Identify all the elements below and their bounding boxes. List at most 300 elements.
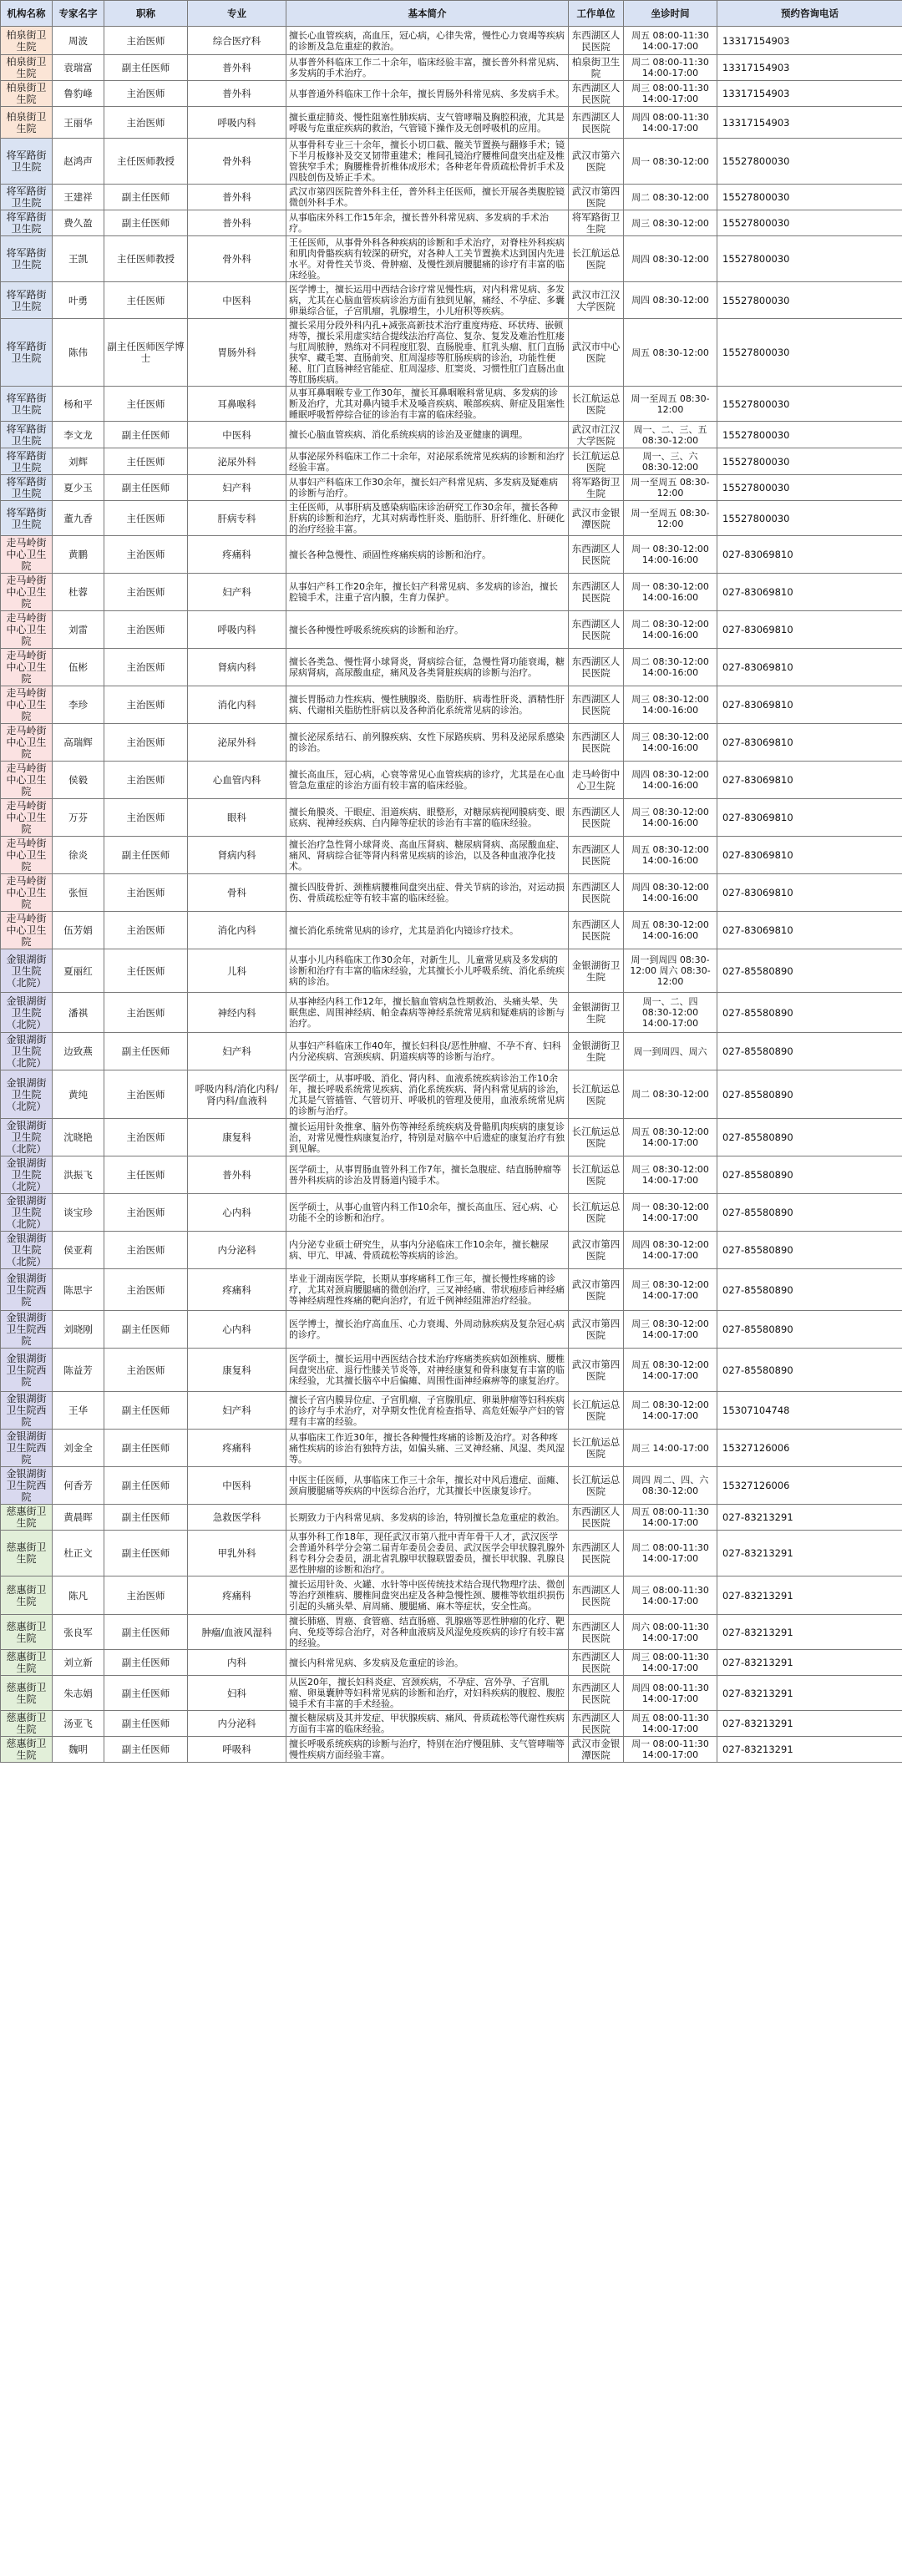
name-cell: 赵鸿声 bbox=[53, 139, 104, 185]
title-cell: 主任医师 bbox=[104, 1156, 188, 1194]
org-cell: 金银湖街卫生院（北院） bbox=[1, 1194, 53, 1232]
table-row bbox=[1, 649, 902, 686]
table-row bbox=[1, 574, 902, 611]
title-cell: 主治医师 bbox=[104, 874, 188, 912]
org-cell: 金银湖街卫生院西院 bbox=[1, 1311, 53, 1349]
specialty-cell: 骨外科 bbox=[188, 139, 286, 185]
table-row bbox=[1, 107, 902, 139]
specialty-cell: 普外科 bbox=[188, 210, 286, 236]
specialty-cell: 呼吸内科 bbox=[188, 107, 286, 139]
title-cell: 副主任医师 bbox=[104, 1392, 188, 1430]
intro-cell: 王任医师，从事骨外科各种疾病的诊断和手术治疗，对脊柱外科疾病和肌肉骨骼疾病有较深的研究，对各种人工关节置换术达到国内先进水平。对骨性关节炎、骨肿瘤、及慢性颈肩腰腿痛的诊疗有丰富的临床经验。 bbox=[286, 236, 569, 282]
name-cell: 费久盈 bbox=[53, 210, 104, 236]
time-cell: 周四 08:30-12:00 14:00-17:00 bbox=[624, 1232, 717, 1269]
name-cell: 黄晨晖 bbox=[53, 1505, 104, 1531]
phone-cell: 15527800030 bbox=[717, 448, 902, 475]
time-cell: 周三 08:30-12:00 14:00-16:00 bbox=[624, 724, 717, 762]
title-cell: 副主任医师 bbox=[104, 1430, 188, 1467]
unit-cell: 武汉市中心医院 bbox=[569, 319, 624, 387]
phone-cell: 027-83069810 bbox=[717, 574, 902, 611]
table-row bbox=[1, 1576, 902, 1615]
phone-cell: 15527800030 bbox=[717, 475, 902, 501]
unit-cell: 东西湖区人民医院 bbox=[569, 837, 624, 874]
intro-cell: 中医主任医师，从事临床工作三十余年，擅长对中风后遗症、面瘫、颈肩腰腿痛等疾病的中医综合治疗，尤其擅长中医康复诊疗。 bbox=[286, 1467, 569, 1505]
name-cell: 杨和平 bbox=[53, 387, 104, 422]
name-cell: 伍芳娟 bbox=[53, 912, 104, 949]
title-cell: 主任医师 bbox=[104, 282, 188, 319]
phone-cell: 027-83069810 bbox=[717, 649, 902, 686]
org-cell: 走马岭街中心卫生院 bbox=[1, 837, 53, 874]
intro-cell: 主任医师，从事肝病及感染病临床诊治研究工作30余年，擅长各种肝病的诊断和治疗，尤其对病毒性肝炎、脂肪肝、肝纤维化、肝硬化的治疗经验丰富。 bbox=[286, 501, 569, 536]
intro-cell: 医学博士，擅长治疗高血压、心力衰竭、外周动脉疾病及复杂冠心病的诊疗。 bbox=[286, 1311, 569, 1349]
org-cell: 慈惠街卫生院 bbox=[1, 1615, 53, 1650]
name-cell: 洪振飞 bbox=[53, 1156, 104, 1194]
intro-cell: 擅长四肢骨折、颈椎病腰椎间盘突出症、骨关节病的诊治，对运动损伤、骨质疏松症等有较丰富的临床经验。 bbox=[286, 874, 569, 912]
name-cell: 陈思宇 bbox=[53, 1269, 104, 1311]
intro-cell: 擅长心血管疾病，高血压，冠心病，心律失常，慢性心力衰竭等疾病的诊断及急危重症的救治。 bbox=[286, 27, 569, 55]
org-cell: 金银湖街卫生院西院 bbox=[1, 1349, 53, 1392]
intro-cell: 从事普通外科临床工作十余年，擅长胃肠外科常见病、多发病手术。 bbox=[286, 81, 569, 107]
name-cell: 王建祥 bbox=[53, 185, 104, 210]
table-row bbox=[1, 1269, 902, 1311]
specialty-cell: 内科 bbox=[188, 1650, 286, 1676]
name-cell: 袁瑞富 bbox=[53, 55, 104, 81]
time-cell: 周五 08:00-11:30 14:00-17:00 bbox=[624, 1505, 717, 1531]
phone-cell: 027-85580890 bbox=[717, 949, 902, 993]
org-cell: 慈惠街卫生院 bbox=[1, 1505, 53, 1531]
time-cell: 周一 08:30-12:00 bbox=[624, 139, 717, 185]
title-cell: 主任医师教授 bbox=[104, 236, 188, 282]
intro-cell: 内分泌专业硕士研究生，从事内分泌临床工作10余年，擅长糖尿病、甲亢、甲减、骨质疏松等疾病的诊治。 bbox=[286, 1232, 569, 1269]
table-row bbox=[1, 1119, 902, 1156]
unit-cell: 武汉市金银潭医院 bbox=[569, 501, 624, 536]
time-cell: 周三 08:30-12:00 14:00-17:00 bbox=[624, 1156, 717, 1194]
table-row bbox=[1, 611, 902, 649]
time-cell: 周一 08:30-12:00 14:00-16:00 bbox=[624, 536, 717, 574]
header-phone: 预约咨询电话 bbox=[717, 1, 902, 27]
time-cell: 周五 08:30-12:00 14:00-16:00 bbox=[624, 837, 717, 874]
title-cell: 副主任医师 bbox=[104, 1505, 188, 1531]
org-cell: 将军路街卫生院 bbox=[1, 319, 53, 387]
name-cell: 刘立新 bbox=[53, 1650, 104, 1676]
specialty-cell: 内分泌科 bbox=[188, 1711, 286, 1737]
specialty-cell: 中医科 bbox=[188, 422, 286, 448]
name-cell: 陈凡 bbox=[53, 1576, 104, 1615]
specialty-cell: 妇科 bbox=[188, 1676, 286, 1711]
specialty-cell: 骨科 bbox=[188, 874, 286, 912]
org-cell: 慈惠街卫生院 bbox=[1, 1650, 53, 1676]
specialty-cell: 眼科 bbox=[188, 799, 286, 837]
unit-cell: 武汉市第四医院 bbox=[569, 1349, 624, 1392]
unit-cell: 东西湖区人民医院 bbox=[569, 611, 624, 649]
title-cell: 主治医师 bbox=[104, 27, 188, 55]
intro-cell: 从事外科工作18年，现任武汉市第八批中青年骨干人才，武汉医学会普通外科学分会第二届青年委员会委员、武汉医学会甲状腺乳腺外科专科分会委员，湖北省乳腺甲状腺联盟委员，擅长甲状腺、乳腺良恶性肿瘤的诊断和治疗。 bbox=[286, 1531, 569, 1576]
time-cell: 周三 08:00-11:30 14:00-17:00 bbox=[624, 1650, 717, 1676]
title-cell: 主治医师 bbox=[104, 686, 188, 724]
header-title: 职称 bbox=[104, 1, 188, 27]
time-cell: 周五 08:00-11:30 14:00-17:00 bbox=[624, 1711, 717, 1737]
title-cell: 主治医师 bbox=[104, 993, 188, 1033]
specialty-cell: 疼痛科 bbox=[188, 1576, 286, 1615]
table-row bbox=[1, 1650, 902, 1676]
org-cell: 将军路街卫生院 bbox=[1, 475, 53, 501]
name-cell: 潘祺 bbox=[53, 993, 104, 1033]
unit-cell: 长江航运总医院 bbox=[569, 448, 624, 475]
name-cell: 刘晓刚 bbox=[53, 1311, 104, 1349]
table-row bbox=[1, 139, 902, 185]
specialty-cell: 妇产科 bbox=[188, 475, 286, 501]
time-cell: 周六 08:00-11:30 14:00-17:00 bbox=[624, 1615, 717, 1650]
unit-cell: 东西湖区人民医院 bbox=[569, 536, 624, 574]
unit-cell: 东西湖区人民医院 bbox=[569, 649, 624, 686]
name-cell: 杜正文 bbox=[53, 1531, 104, 1576]
org-cell: 金银湖街卫生院西院 bbox=[1, 1467, 53, 1505]
phone-cell: 027-85580890 bbox=[717, 1119, 902, 1156]
unit-cell: 武汉市第六医院 bbox=[569, 139, 624, 185]
table-row bbox=[1, 1467, 902, 1505]
unit-cell: 东西湖区人民医院 bbox=[569, 799, 624, 837]
title-cell: 副主任医师医学博士 bbox=[104, 319, 188, 387]
phone-cell: 15527800030 bbox=[717, 282, 902, 319]
unit-cell: 东西湖区人民医院 bbox=[569, 107, 624, 139]
title-cell: 主治医师 bbox=[104, 81, 188, 107]
specialty-cell: 疼痛科 bbox=[188, 1269, 286, 1311]
unit-cell: 长江航运总医院 bbox=[569, 1119, 624, 1156]
title-cell: 主治医师 bbox=[104, 1349, 188, 1392]
time-cell: 周一、二、四 08:30-12:00 14:00-17:00 bbox=[624, 993, 717, 1033]
phone-cell: 027-83069810 bbox=[717, 837, 902, 874]
name-cell: 黄鹏 bbox=[53, 536, 104, 574]
name-cell: 夏少玉 bbox=[53, 475, 104, 501]
org-cell: 走马岭街中心卫生院 bbox=[1, 874, 53, 912]
table-row bbox=[1, 1070, 902, 1119]
intro-cell: 武汉市第四医院普外科主任，普外科主任医师，擅长开展各类腹腔镜微创外科手术。 bbox=[286, 185, 569, 210]
title-cell: 副主任医师 bbox=[104, 1311, 188, 1349]
name-cell: 董九香 bbox=[53, 501, 104, 536]
phone-cell: 027-83069810 bbox=[717, 874, 902, 912]
title-cell: 主治医师 bbox=[104, 1232, 188, 1269]
phone-cell: 13317154903 bbox=[717, 55, 902, 81]
name-cell: 周波 bbox=[53, 27, 104, 55]
unit-cell: 东西湖区人民医院 bbox=[569, 1676, 624, 1711]
org-cell: 走马岭街中心卫生院 bbox=[1, 574, 53, 611]
title-cell: 副主任医师 bbox=[104, 475, 188, 501]
name-cell: 鲁豹峰 bbox=[53, 81, 104, 107]
specialty-cell: 妇产科 bbox=[188, 1392, 286, 1430]
phone-cell: 027-83069810 bbox=[717, 912, 902, 949]
org-cell: 走马岭街中心卫生院 bbox=[1, 649, 53, 686]
intro-cell: 擅长重症肺炎、慢性阻塞性肺疾病、支气管哮喘及胸腔积液，尤其是呼吸与危重症疾病的救治，气管镜下操作及无创呼吸机的应用。 bbox=[286, 107, 569, 139]
specialty-cell: 妇产科 bbox=[188, 1033, 286, 1070]
phone-cell: 15527800030 bbox=[717, 185, 902, 210]
specialty-cell: 呼吸科 bbox=[188, 1737, 286, 1763]
phone-cell: 027-85580890 bbox=[717, 1194, 902, 1232]
time-cell: 周二 08:30-12:00 14:00-16:00 bbox=[624, 649, 717, 686]
unit-cell: 东西湖区人民医院 bbox=[569, 1711, 624, 1737]
table-row bbox=[1, 236, 902, 282]
org-cell: 走马岭街中心卫生院 bbox=[1, 536, 53, 574]
unit-cell: 将军路街卫生院 bbox=[569, 210, 624, 236]
phone-cell: 15327126006 bbox=[717, 1467, 902, 1505]
table-row bbox=[1, 1311, 902, 1349]
name-cell: 陈益芳 bbox=[53, 1349, 104, 1392]
name-cell: 沈晓艳 bbox=[53, 1119, 104, 1156]
title-cell: 主治医师 bbox=[104, 1269, 188, 1311]
table-row bbox=[1, 1615, 902, 1650]
table-row bbox=[1, 837, 902, 874]
org-cell: 走马岭街中心卫生院 bbox=[1, 799, 53, 837]
phone-cell: 13317154903 bbox=[717, 107, 902, 139]
org-cell: 慈惠街卫生院 bbox=[1, 1676, 53, 1711]
intro-cell: 从事耳鼻咽喉专业工作30年，擅长耳鼻咽喉科常见病、多发病的诊断及治疗，尤其对鼻内镜手术及嗓音疾病、喉部疾病、鼾症及阻塞性睡眠呼吸暂停综合征的诊治有丰富的临床经验。 bbox=[286, 387, 569, 422]
phone-cell: 027-83213291 bbox=[717, 1505, 902, 1531]
org-cell: 金银湖街卫生院（北院） bbox=[1, 1232, 53, 1269]
org-cell: 将军路街卫生院 bbox=[1, 422, 53, 448]
specialty-cell: 消化内科 bbox=[188, 912, 286, 949]
table-row bbox=[1, 1392, 902, 1430]
time-cell: 周二 08:30-12:00 bbox=[624, 185, 717, 210]
unit-cell: 武汉市江汉大学医院 bbox=[569, 422, 624, 448]
name-cell: 黄纯 bbox=[53, 1070, 104, 1119]
unit-cell: 东西湖区人民医院 bbox=[569, 1615, 624, 1650]
unit-cell: 东西湖区人民医院 bbox=[569, 1576, 624, 1615]
specialty-cell: 呼吸内科 bbox=[188, 611, 286, 649]
specialty-cell: 综合医疗科 bbox=[188, 27, 286, 55]
phone-cell: 027-83069810 bbox=[717, 536, 902, 574]
title-cell: 主任医师 bbox=[104, 501, 188, 536]
name-cell: 伍彬 bbox=[53, 649, 104, 686]
header-specialty: 专业 bbox=[188, 1, 286, 27]
specialty-cell: 心内科 bbox=[188, 1311, 286, 1349]
table-row bbox=[1, 1531, 902, 1576]
table-row bbox=[1, 282, 902, 319]
time-cell: 周三 08:30-12:00 14:00-17:00 bbox=[624, 1269, 717, 1311]
specialty-cell: 疼痛科 bbox=[188, 1430, 286, 1467]
name-cell: 何香芳 bbox=[53, 1467, 104, 1505]
specialty-cell: 疼痛科 bbox=[188, 536, 286, 574]
time-cell: 周四 08:30-12:00 14:00-16:00 bbox=[624, 874, 717, 912]
intro-cell: 从事临床工作近30年，擅长各种慢性疼痛的诊断及治疗。对各种疼痛性疾病的诊治有独特方法，如偏头痛、三叉神经痛、风湿、类风湿等。 bbox=[286, 1430, 569, 1467]
title-cell: 副主任医师 bbox=[104, 210, 188, 236]
table-row bbox=[1, 686, 902, 724]
specialty-cell: 心血管内科 bbox=[188, 762, 286, 799]
name-cell: 夏丽红 bbox=[53, 949, 104, 993]
table-row bbox=[1, 1737, 902, 1763]
title-cell: 副主任医师 bbox=[104, 1737, 188, 1763]
name-cell: 陈伟 bbox=[53, 319, 104, 387]
intro-cell: 擅长泌尿系结石、前列腺疾病、女性下尿路疾病、男科及泌尿系感染的诊治。 bbox=[286, 724, 569, 762]
intro-cell: 医学硕士，从事胃肠血管外科工作7年，擅长急腹症、结直肠肿瘤等普外科疾病的诊治及胃肠道内镜手术。 bbox=[286, 1156, 569, 1194]
intro-cell: 从事小儿内科临床工作30余年，对新生儿、儿童常见病及多发病的诊断和治疗有丰富的临床经验，尤其擅长小儿呼吸系统、消化系统疾病的诊治。 bbox=[286, 949, 569, 993]
unit-cell: 长江航运总医院 bbox=[569, 1156, 624, 1194]
table-row bbox=[1, 27, 902, 55]
time-cell: 周四 08:00-11:30 14:00-17:00 bbox=[624, 107, 717, 139]
time-cell: 周四 08:30-12:00 bbox=[624, 236, 717, 282]
specialty-cell: 肝病专科 bbox=[188, 501, 286, 536]
intro-cell: 从事临床外科工作15年余，擅长普外科常见病、多发病的手术治疗。 bbox=[286, 210, 569, 236]
phone-cell: 027-85580890 bbox=[717, 1156, 902, 1194]
specialty-cell: 中医科 bbox=[188, 1467, 286, 1505]
table-row bbox=[1, 475, 902, 501]
time-cell: 周一到周四、周六 bbox=[624, 1033, 717, 1070]
org-cell: 金银湖街卫生院（北院） bbox=[1, 1033, 53, 1070]
intro-cell: 从医20年，擅长妇科炎症、宫颈疾病，不孕症、宫外孕、子宫肌瘤、卵巢囊肿等妇科常见病的诊断和治疗，对妇科疾病的腹腔、腹腔镜手术有丰富的手术经验。 bbox=[286, 1676, 569, 1711]
name-cell: 刘金全 bbox=[53, 1430, 104, 1467]
specialty-cell: 肾病内科 bbox=[188, 837, 286, 874]
unit-cell: 武汉市第四医院 bbox=[569, 185, 624, 210]
intro-cell: 医学硕士，从事心血管内科工作10余年，擅长高血压、冠心病、心功能不全的诊断和治疗。 bbox=[286, 1194, 569, 1232]
name-cell: 李珍 bbox=[53, 686, 104, 724]
title-cell: 主治医师 bbox=[104, 107, 188, 139]
title-cell: 副主任医师 bbox=[104, 837, 188, 874]
time-cell: 周三 08:00-11:30 14:00-17:00 bbox=[624, 81, 717, 107]
intro-cell: 从事骨科专业三十余年，擅长小切口截、髋关节置换与翻修手术；镜下半月板修补及交叉韧带重建术；椎间孔镜治疗腰椎间盘突出症及椎管狭窄手术；胸腰椎骨折椎体成形术；各种老年骨质疏松骨折手术及四肢创伤及矫正手术。 bbox=[286, 139, 569, 185]
specialty-cell: 呼吸内科/消化内科/肾内科/血液科 bbox=[188, 1070, 286, 1119]
time-cell: 周一 08:30-12:00 14:00-16:00 bbox=[624, 574, 717, 611]
intro-cell: 擅长子宫内膜异位症、子宫肌瘤、子宫腺肌症、卵巢肿瘤等妇科疾病的诊疗与手术治疗，对孕期女性优育检查指导、高危妊娠孕产妇的管理有丰富的经验。 bbox=[286, 1392, 569, 1430]
name-cell: 侯毅 bbox=[53, 762, 104, 799]
phone-cell: 027-83213291 bbox=[717, 1576, 902, 1615]
unit-cell: 金银湖街卫生院 bbox=[569, 949, 624, 993]
phone-cell: 027-85580890 bbox=[717, 1232, 902, 1269]
time-cell: 周三 08:30-12:00 14:00-16:00 bbox=[624, 799, 717, 837]
title-cell: 主任医师 bbox=[104, 387, 188, 422]
table-row bbox=[1, 81, 902, 107]
unit-cell: 东西湖区人民医院 bbox=[569, 724, 624, 762]
phone-cell: 027-83213291 bbox=[717, 1531, 902, 1576]
phone-cell: 15527800030 bbox=[717, 210, 902, 236]
time-cell: 周二 08:00-11:30 14:00-17:00 bbox=[624, 1531, 717, 1576]
time-cell: 周四 08:30-12:00 14:00-16:00 bbox=[624, 762, 717, 799]
unit-cell: 长江航运总医院 bbox=[569, 387, 624, 422]
table-row bbox=[1, 536, 902, 574]
org-cell: 金银湖街卫生院（北院） bbox=[1, 1119, 53, 1156]
phone-cell: 027-85580890 bbox=[717, 1033, 902, 1070]
intro-cell: 从事泌尿外科临床工作二十余年，对泌尿系统常见疾病的诊断和治疗经验丰富。 bbox=[286, 448, 569, 475]
intro-cell: 医学硕士，擅长运用中西医结合技术治疗疼痛类疾病如颈椎病、腰椎间盘突出症、退行性膝关节炎等，对神经康复和骨科康复有丰富的临床经验，尤其擅长脑卒中后偏瘫、周围性面神经麻痹等的康复治疗。 bbox=[286, 1349, 569, 1392]
name-cell: 朱志娟 bbox=[53, 1676, 104, 1711]
name-cell: 杜蓉 bbox=[53, 574, 104, 611]
specialty-cell: 心内科 bbox=[188, 1194, 286, 1232]
phone-cell: 027-83069810 bbox=[717, 611, 902, 649]
title-cell: 副主任医师 bbox=[104, 1650, 188, 1676]
table-row bbox=[1, 422, 902, 448]
phone-cell: 027-83069810 bbox=[717, 799, 902, 837]
unit-cell: 东西湖区人民医院 bbox=[569, 1531, 624, 1576]
specialty-cell: 泌尿外科 bbox=[188, 724, 286, 762]
org-cell: 将军路街卫生院 bbox=[1, 448, 53, 475]
table-row bbox=[1, 185, 902, 210]
title-cell: 副主任医师 bbox=[104, 422, 188, 448]
intro-cell: 从事妇产科临床工作40年，擅长妇科良/恶性肿瘤、不孕不育、妇科内分泌疾病、宫颈疾病、阴道疾病等的诊断与治疗。 bbox=[286, 1033, 569, 1070]
title-cell: 主治医师 bbox=[104, 1194, 188, 1232]
header-unit: 工作单位 bbox=[569, 1, 624, 27]
time-cell: 周一、二、三、五 08:30-12:00 bbox=[624, 422, 717, 448]
time-cell: 周三 08:00-11:30 14:00-17:00 bbox=[624, 1576, 717, 1615]
name-cell: 侯亚莉 bbox=[53, 1232, 104, 1269]
name-cell: 张良军 bbox=[53, 1615, 104, 1650]
unit-cell: 东西湖区人民医院 bbox=[569, 912, 624, 949]
phone-cell: 027-83213291 bbox=[717, 1676, 902, 1711]
name-cell: 王华 bbox=[53, 1392, 104, 1430]
intro-cell: 擅长运用针灸推拿、脑外伤等神经系统疾病及骨骼肌肉疾病的康复诊治，对常见慢性病康复治疗，特别是对脑卒中后遗症的康复治疗有独到见解。 bbox=[286, 1119, 569, 1156]
title-cell: 主治医师 bbox=[104, 1576, 188, 1615]
header-intro: 基本简介 bbox=[286, 1, 569, 27]
title-cell: 副主任医师 bbox=[104, 1531, 188, 1576]
intro-cell: 从事妇产科工作20余年，擅长妇产科常见病、多发病的诊治，擅长腔镜手术，注重子宫内膜，生育力保护。 bbox=[286, 574, 569, 611]
table-row bbox=[1, 501, 902, 536]
phone-cell: 027-85580890 bbox=[717, 993, 902, 1033]
name-cell: 谈宝珍 bbox=[53, 1194, 104, 1232]
time-cell: 周三 08:30-12:00 bbox=[624, 210, 717, 236]
table-body bbox=[1, 27, 902, 1763]
phone-cell: 027-83069810 bbox=[717, 686, 902, 724]
title-cell: 副主任医师 bbox=[104, 1467, 188, 1505]
name-cell: 刘雷 bbox=[53, 611, 104, 649]
intro-cell: 从事普外科临床工作二十余年，临床经验丰富，擅长普外科常见病、多发病的手术治疗。 bbox=[286, 55, 569, 81]
org-cell: 慈惠街卫生院 bbox=[1, 1576, 53, 1615]
title-cell: 副主任医师 bbox=[104, 1676, 188, 1711]
time-cell: 周五 08:30-12:00 14:00-17:00 bbox=[624, 1119, 717, 1156]
unit-cell: 东西湖区人民医院 bbox=[569, 1505, 624, 1531]
org-cell: 金银湖街卫生院（北院） bbox=[1, 949, 53, 993]
intro-cell: 擅长各种慢性呼吸系统疾病的诊断和治疗。 bbox=[286, 611, 569, 649]
org-cell: 将军路街卫生院 bbox=[1, 139, 53, 185]
org-cell: 柏泉街卫生院 bbox=[1, 55, 53, 81]
time-cell: 周一、三、六 08:30-12:00 bbox=[624, 448, 717, 475]
org-cell: 金银湖街卫生院西院 bbox=[1, 1392, 53, 1430]
org-cell: 金银湖街卫生院西院 bbox=[1, 1430, 53, 1467]
time-cell: 周四 08:00-11:30 14:00-17:00 bbox=[624, 1676, 717, 1711]
org-cell: 柏泉街卫生院 bbox=[1, 107, 53, 139]
phone-cell: 027-85580890 bbox=[717, 1349, 902, 1392]
time-cell: 周四 08:30-12:00 bbox=[624, 282, 717, 319]
time-cell: 周二 08:00-11:30 14:00-17:00 bbox=[624, 55, 717, 81]
unit-cell: 长江航运总医院 bbox=[569, 1194, 624, 1232]
name-cell: 李文龙 bbox=[53, 422, 104, 448]
unit-cell: 东西湖区人民医院 bbox=[569, 1650, 624, 1676]
specialty-cell: 内分泌科 bbox=[188, 1232, 286, 1269]
specialty-cell: 康复科 bbox=[188, 1119, 286, 1156]
unit-cell: 柏泉街卫生院 bbox=[569, 55, 624, 81]
org-cell: 将军路街卫生院 bbox=[1, 501, 53, 536]
header-org: 机构名称 bbox=[1, 1, 53, 27]
header-time: 坐诊时间 bbox=[624, 1, 717, 27]
specialty-cell: 神经内科 bbox=[188, 993, 286, 1033]
title-cell: 主治医师 bbox=[104, 762, 188, 799]
title-cell: 主治医师 bbox=[104, 649, 188, 686]
name-cell: 高瑞辉 bbox=[53, 724, 104, 762]
title-cell: 副主任医师 bbox=[104, 55, 188, 81]
intro-cell: 医学硕士，从事呼吸、消化、肾内科、血液系统疾病诊治工作10余年，擅长呼吸系统常见疾病、消化系统疾病、肾内科常见病的诊治，尤其是气管插管、气管切开、呼吸机的管理及使用，血液系统常见病的诊断与治疗。 bbox=[286, 1070, 569, 1119]
time-cell: 周二 08:30-12:00 bbox=[624, 1070, 717, 1119]
intro-cell: 擅长高血压，冠心病，心衰等常见心血管疾病的诊疗，尤其是在心血管急危重症的诊治方面有较丰富的临床经验。 bbox=[286, 762, 569, 799]
intro-cell: 毕业于湖南医学院，长期从事疼痛科工作三年，擅长慢性疼痛的诊疗，尤其对颈肩腰腿痛的微创治疗，三叉神经痛、带状疱疹后神经痛等神经病理性疼痛的靶向治疗，有近千例神经阻滞治疗经验。 bbox=[286, 1269, 569, 1311]
table-row bbox=[1, 1711, 902, 1737]
intro-cell: 擅长采用分段外科内孔+减张高新技术治疗重度痔疮、环状痔、嵌顿痔等，擅长采用虚实结合提线法治疗高位、复杂、复发及难治性肛瘘与肛周脓肿，熟练对不同程度肛裂、直肠脱垂、肛乳头瘤、肛门直肠狭窄、藏毛窦、直肠前突、肛周湿疹等肛肠疾病的诊治，功能性便秘、肛门直肠神经官能症、肛周湿疹、肛窦炎、习惯性肛门直肠出血等肛肠疾病。 bbox=[286, 319, 569, 387]
table-row bbox=[1, 1232, 902, 1269]
org-cell: 走马岭街中心卫生院 bbox=[1, 762, 53, 799]
unit-cell: 走马岭街中心卫生院 bbox=[569, 762, 624, 799]
specialty-cell: 普外科 bbox=[188, 1156, 286, 1194]
specialty-cell: 骨外科 bbox=[188, 236, 286, 282]
intro-cell: 擅长呼吸系统疾病的诊断与治疗，特别在治疗慢阻肺、支气管哮喘等慢性疾病方面经验丰富。 bbox=[286, 1737, 569, 1763]
unit-cell: 将军路街卫生院 bbox=[569, 475, 624, 501]
table-row bbox=[1, 448, 902, 475]
unit-cell: 金银湖街卫生院 bbox=[569, 1033, 624, 1070]
title-cell: 主治医师 bbox=[104, 536, 188, 574]
specialty-cell: 中医科 bbox=[188, 282, 286, 319]
